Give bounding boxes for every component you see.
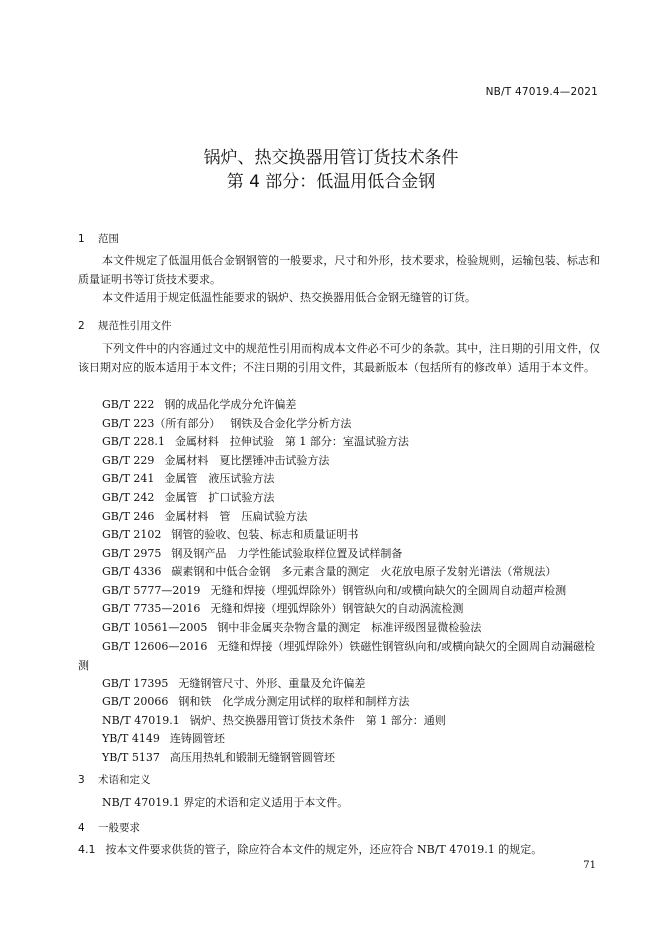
section-number: 2 bbox=[78, 320, 85, 332]
reference-code: GB/T 222 bbox=[102, 398, 155, 411]
clause-number: 4.1 bbox=[78, 843, 96, 856]
reference-item bbox=[102, 563, 600, 582]
reference-title: 钢的成品化学成分允许偏差 bbox=[164, 398, 297, 411]
clause-text: 按本文件要求供货的管子，除应符合本文件的规定外，还应符合 NB/T 47019.1 的规定。 bbox=[105, 843, 543, 856]
section-number: 3 bbox=[78, 774, 85, 786]
section-title: 规范性引用文件 bbox=[98, 320, 172, 332]
reference-code: GB/T 229 bbox=[102, 454, 155, 467]
reference-title: 钢和铁 化学成分测定用试样的取样和制样方法 bbox=[178, 695, 410, 708]
reference-item bbox=[102, 470, 600, 489]
reference-title: 金属材料 管 压扁试验方法 bbox=[164, 510, 308, 523]
reference-title: 连铸圆管坯 bbox=[169, 732, 225, 745]
scope-paragraph-2: 本文件适用于规定低温性能要求的锅炉、热交换器用低合金钢无缝管的订货。 bbox=[102, 291, 476, 304]
reference-title: 金属材料 拉伸试验 第 1 部分：室温试验方法 bbox=[174, 435, 409, 448]
reference-title: 金属材料 夏比摆锤冲击试验方法 bbox=[164, 454, 330, 467]
reference-title: 金属管 扩口试验方法 bbox=[164, 491, 275, 504]
reference-item bbox=[102, 582, 600, 601]
reference-code: GB/T 2975 bbox=[102, 547, 162, 560]
reference-item bbox=[102, 749, 600, 768]
reference-item bbox=[102, 675, 600, 694]
section-1-heading bbox=[78, 231, 119, 246]
page-number: 71 bbox=[583, 860, 596, 871]
section-3-heading bbox=[78, 772, 151, 787]
reference-title: 锅炉、热交换器用管订货技术条件 第 1 部分：通则 bbox=[189, 714, 446, 727]
reference-item bbox=[102, 433, 600, 452]
reference-item bbox=[102, 730, 600, 749]
reference-title: 钢铁及合金化学分析方法 bbox=[230, 417, 352, 430]
reference-code: GB/T 246 bbox=[102, 510, 155, 523]
reference-code: GB/T 17395 bbox=[102, 677, 169, 690]
section-number: 1 bbox=[78, 233, 85, 245]
section-4-heading bbox=[78, 820, 140, 835]
reference-item bbox=[102, 452, 600, 471]
reference-title: 钢及钢产品 力学性能试验取样位置及试样制备 bbox=[171, 547, 403, 560]
reference-title: 高压用热轧和锻制无缝钢管圆管坯 bbox=[169, 751, 335, 764]
reference-title: 无缝和焊接（埋弧焊除外）钢管纵向和/或横向缺欠的全圆周自动超声检测 bbox=[210, 584, 567, 597]
reference-code: GB/T 223（所有部分） bbox=[102, 417, 221, 430]
reference-item bbox=[102, 600, 600, 619]
reference-item bbox=[102, 545, 600, 564]
document-title: 锅炉、热交换器用管订货技术条件 bbox=[203, 148, 459, 168]
section-title: 范围 bbox=[98, 233, 119, 245]
reference-code: GB/T 242 bbox=[102, 491, 155, 504]
reference-item bbox=[102, 508, 600, 527]
scope-paragraph-1: 本文件规定了低温用低合金钢钢管的一般要求，尺寸和外形，技术要求，检验规则，运输包装、标志和质量证明书等订货技术要求。 bbox=[78, 254, 600, 286]
reference-title: 碳素钢和中低合金钢 多元素含量的测定 火花放电原子发射光谱法（常规法） bbox=[171, 565, 557, 578]
reference-item bbox=[102, 396, 600, 415]
reference-code: YB/T 4149 bbox=[102, 732, 160, 745]
reference-item bbox=[102, 526, 600, 545]
reference-title: 钢中非金属夹杂物含量的测定 标准评级图显微检验法 bbox=[217, 621, 482, 634]
document-subtitle: 第 4 部分：低温用低合金钢 bbox=[226, 172, 436, 192]
reference-title: 无缝钢管尺寸、外形、重量及允许偏差 bbox=[178, 677, 366, 690]
reference-item bbox=[78, 638, 600, 675]
clause-4-1 bbox=[78, 841, 600, 860]
reference-code: NB/T 47019.1 bbox=[102, 714, 180, 727]
reference-code: GB/T 10561—2005 bbox=[102, 621, 208, 634]
reference-title: 钢管的验收、包装、标志和质量证明书 bbox=[171, 528, 359, 541]
reference-item bbox=[102, 712, 600, 731]
reference-code: GB/T 228.1 bbox=[102, 435, 165, 448]
reference-title: 无缝和焊接（埋弧焊除外）钢管缺欠的自动涡流检测 bbox=[210, 602, 464, 615]
reference-code: GB/T 4336 bbox=[102, 565, 162, 578]
reference-code: YB/T 5137 bbox=[102, 751, 160, 764]
normative-intro: 下列文件中的内容通过文中的规范性引用而构成本文件必不可少的条款。其中，注日期的引用文件，仅该日期对应的版本适用于本文件；不注日期的引用文件，其最新版本（包括所有的修改单）适用于本文件。 bbox=[78, 342, 600, 374]
reference-code: GB/T 12606—2016 bbox=[102, 640, 208, 653]
reference-code: GB/T 2102 bbox=[102, 528, 162, 541]
reference-code: GB/T 20066 bbox=[102, 695, 169, 708]
section-title: 一般要求 bbox=[98, 822, 140, 834]
reference-item bbox=[102, 489, 600, 508]
reference-title: 无缝和焊接（埋弧焊除外）铁磁性钢管纵向和/或横向缺欠的全圆周自动漏磁检测 bbox=[78, 640, 596, 672]
reference-item bbox=[102, 415, 600, 434]
standard-code: NB/T 47019.4—2021 bbox=[485, 86, 598, 98]
section-title: 术语和定义 bbox=[98, 774, 151, 786]
reference-code: GB/T 241 bbox=[102, 472, 155, 485]
reference-item bbox=[102, 693, 600, 712]
reference-item bbox=[102, 619, 600, 638]
terms-paragraph: NB/T 47019.1 界定的术语和定义适用于本文件。 bbox=[102, 796, 349, 809]
section-2-heading bbox=[78, 318, 172, 333]
reference-title: 金属管 液压试验方法 bbox=[164, 472, 275, 485]
reference-code: GB/T 5777—2019 bbox=[102, 584, 201, 597]
reference-code: GB/T 7735—2016 bbox=[102, 602, 201, 615]
section-number: 4 bbox=[78, 822, 85, 834]
